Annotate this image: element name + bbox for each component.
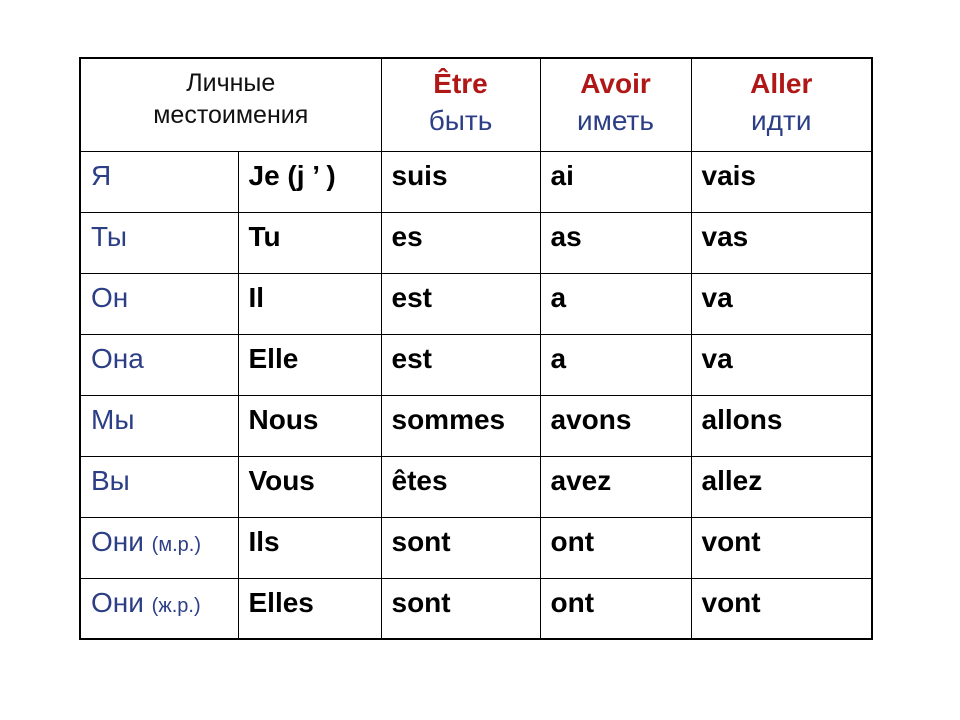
avoir-form-cell: ai <box>540 151 691 212</box>
header-pronouns-label-line1: Личные <box>186 69 276 97</box>
aller-form-cell: allons <box>691 395 872 456</box>
russian-pronoun-cell <box>80 578 238 639</box>
header-verb-etre <box>381 58 540 151</box>
table-row <box>80 517 872 578</box>
russian-pronoun: Вы <box>91 464 130 496</box>
header-pronouns-cell <box>80 58 381 151</box>
russian-pronoun-cell <box>80 456 238 517</box>
verb-name: Aller <box>750 68 813 99</box>
header-row <box>80 58 872 151</box>
verb-name: Avoir <box>580 68 651 99</box>
french-pronoun-cell: Elles <box>238 578 381 639</box>
verb-translation: быть <box>428 105 493 136</box>
russian-pronoun-cell <box>80 517 238 578</box>
gender-note: (ж.р.) <box>151 594 201 617</box>
gender-note: (м.р.) <box>151 533 201 556</box>
french-pronoun-cell: Elle <box>238 334 381 395</box>
etre-form-cell: êtes <box>381 456 540 517</box>
russian-pronoun: Они <box>91 525 144 557</box>
russian-pronoun: Ты <box>91 220 127 252</box>
french-pronoun-cell: Je (j ’ ) <box>238 151 381 212</box>
conjugation-table <box>79 57 873 640</box>
verb-translation: идти <box>751 105 812 136</box>
aller-form-cell: vas <box>691 212 872 273</box>
russian-pronoun: Она <box>91 342 144 374</box>
table-row <box>80 456 872 517</box>
verb-name: Être <box>433 68 488 99</box>
russian-pronoun-cell <box>80 151 238 212</box>
aller-form-cell: va <box>691 273 872 334</box>
verb-translation: иметь <box>577 105 654 136</box>
french-pronoun-cell: Vous <box>238 456 381 517</box>
aller-form-cell: allez <box>691 456 872 517</box>
avoir-form-cell: avons <box>540 395 691 456</box>
russian-pronoun-cell <box>80 334 238 395</box>
header-verb-aller <box>691 58 872 151</box>
header-pronouns-label-line2: местоимения <box>153 101 309 129</box>
table-row <box>80 212 872 273</box>
avoir-form-cell: a <box>540 334 691 395</box>
etre-form-cell: est <box>381 273 540 334</box>
table-row <box>80 273 872 334</box>
avoir-form-cell: a <box>540 273 691 334</box>
avoir-form-cell: as <box>540 212 691 273</box>
table-body <box>80 151 872 639</box>
russian-pronoun: Мы <box>91 403 135 435</box>
table-row <box>80 395 872 456</box>
avoir-form-cell: ont <box>540 578 691 639</box>
etre-form-cell: suis <box>381 151 540 212</box>
russian-pronoun: Он <box>91 281 129 313</box>
russian-pronoun-cell <box>80 212 238 273</box>
french-pronoun-cell: Nous <box>238 395 381 456</box>
table-row <box>80 151 872 212</box>
french-pronoun-cell: Il <box>238 273 381 334</box>
french-pronoun-cell: Tu <box>238 212 381 273</box>
etre-form-cell: est <box>381 334 540 395</box>
aller-form-cell: vais <box>691 151 872 212</box>
etre-form-cell: es <box>381 212 540 273</box>
russian-pronoun-cell <box>80 395 238 456</box>
avoir-form-cell: avez <box>540 456 691 517</box>
header-verb-avoir <box>540 58 691 151</box>
aller-form-cell: vont <box>691 517 872 578</box>
table-row <box>80 578 872 639</box>
aller-form-cell: va <box>691 334 872 395</box>
etre-form-cell: sont <box>381 578 540 639</box>
etre-form-cell: sont <box>381 517 540 578</box>
avoir-form-cell: ont <box>540 517 691 578</box>
etre-form-cell: sommes <box>381 395 540 456</box>
russian-pronoun: Я <box>91 159 112 191</box>
aller-form-cell: vont <box>691 578 872 639</box>
russian-pronoun: Они <box>91 586 144 618</box>
table-row <box>80 334 872 395</box>
russian-pronoun-cell <box>80 273 238 334</box>
french-pronoun-cell: Ils <box>238 517 381 578</box>
